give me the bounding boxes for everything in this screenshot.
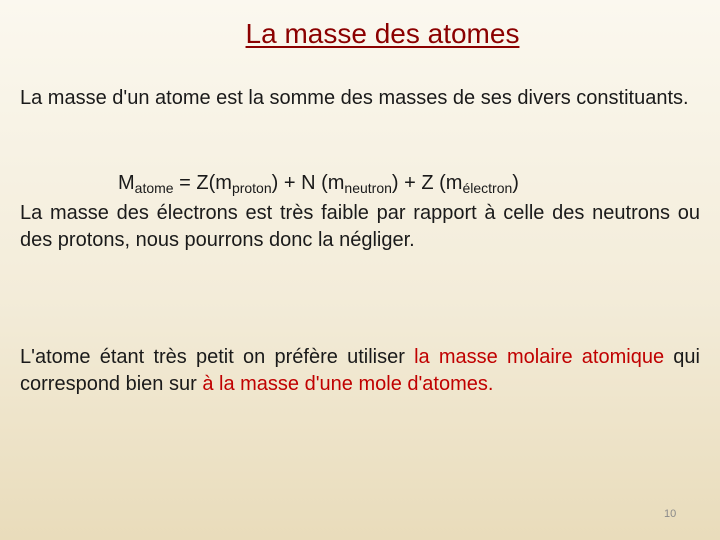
formula-text-3: ) + Z (m — [391, 172, 463, 194]
formula-text-1: = Z(m — [173, 172, 232, 194]
paragraph-definition: La masse d'un atome est la somme des masses de ses divers constituants. — [20, 87, 689, 109]
mass-formula — [118, 172, 519, 196]
paragraph-electrons: La masse des électrons est très faible par rapport à celle des neutrons ou des protons, nous pourrons donc la négliger. — [20, 202, 700, 251]
formula-sub-electron: électron — [462, 180, 513, 196]
formula-m: M — [118, 172, 135, 194]
formula-sub-neutron: neutron — [344, 180, 392, 196]
highlight-mole-mass: à la masse d'une mole d'atomes. — [202, 373, 494, 395]
p3-text-2: qui correspond bien sur — [20, 346, 700, 395]
page-number: 10 — [664, 508, 677, 520]
slide-title: La masse des atomes — [245, 18, 520, 49]
formula-text-4: ) — [512, 172, 519, 194]
formula-sub-atome: atome — [134, 180, 174, 196]
highlight-molar-mass: la masse molaire atomique — [414, 346, 665, 368]
p3-text-1: L'atome étant très petit on préfère utiliser — [20, 346, 415, 368]
formula-sub-proton: proton — [231, 180, 272, 196]
paragraph-molar-mass — [20, 344, 700, 398]
formula-text-2: ) + N (m — [271, 172, 345, 194]
